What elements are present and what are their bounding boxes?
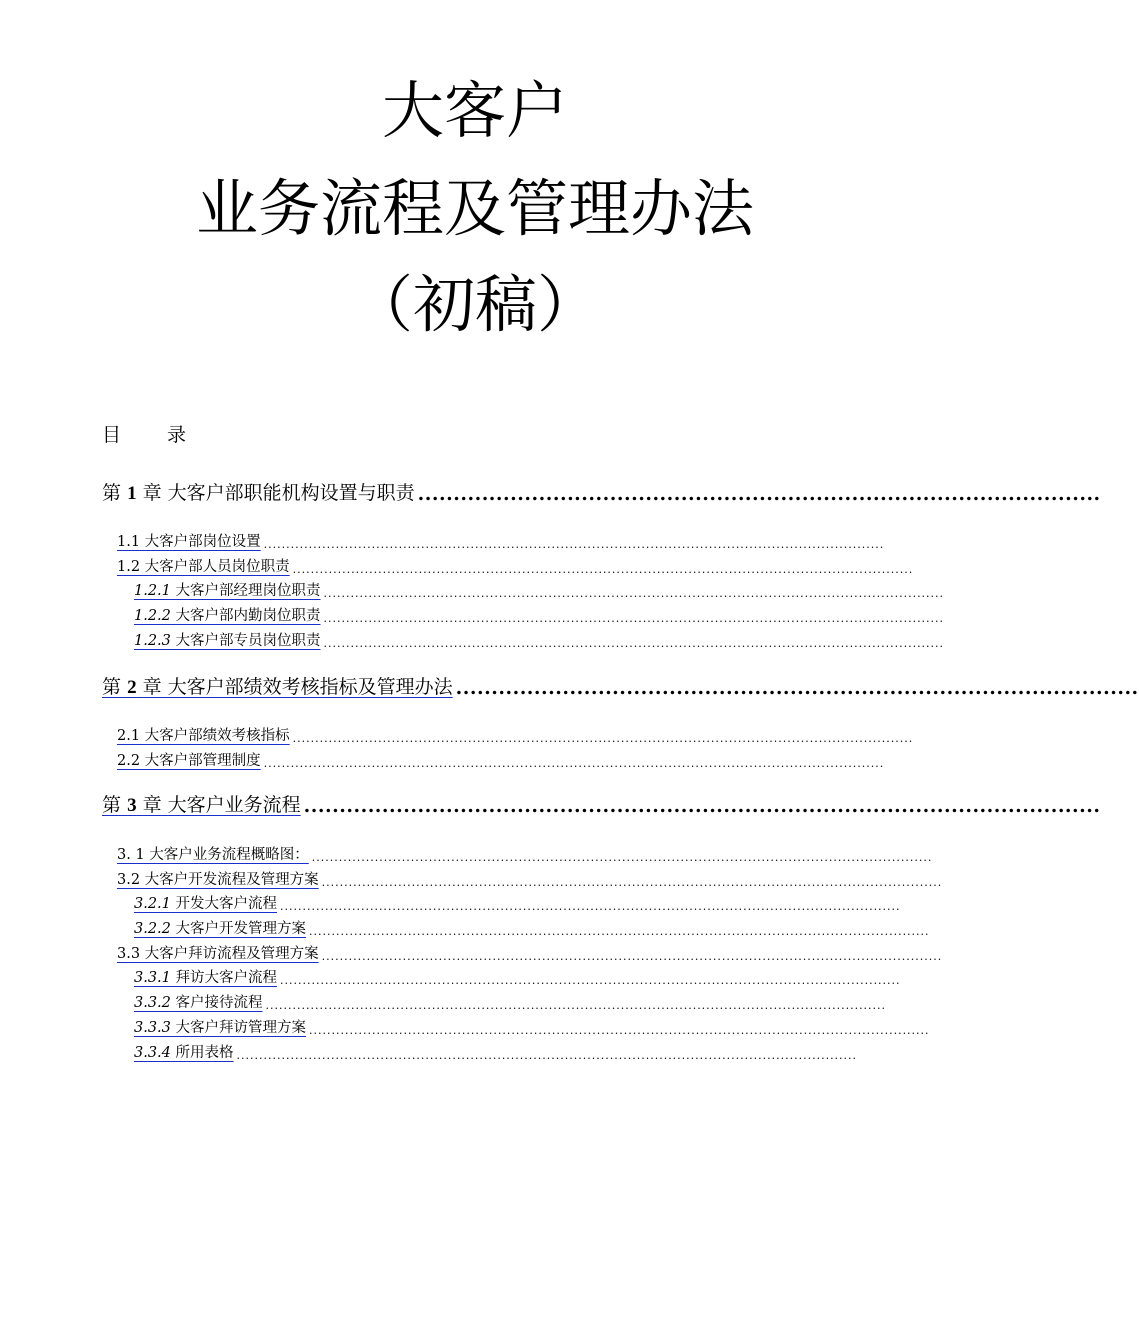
toc-leader: .......................................................................................................................................... bbox=[323, 637, 945, 650]
toc-leader: .......................................................................................................................................... bbox=[309, 925, 930, 938]
toc-leader: .......................................................................................................................................... bbox=[321, 876, 943, 889]
toc-chapter-1-label: 第 1 章 大客户部职能机构设置与职责 bbox=[102, 482, 415, 504]
toc-entry-1-2[interactable]: 1.2 大客户部人员岗位职责 .......................................................................................................................................... bbox=[117, 559, 914, 576]
toc-entry-1-2-1[interactable]: 1.2.1 大客户部经理岗位职责 .......................................................................................................................................... bbox=[134, 583, 945, 600]
document-title-line-2: 业务流程及管理办法 bbox=[195, 172, 754, 245]
toc-leader: .......................................................................................................................................... bbox=[321, 950, 943, 963]
toc-leader: .......................................................................................................................................... bbox=[265, 999, 887, 1012]
toc-entry-1-2-3[interactable]: 1.2.3 大客户部专员岗位职责 .......................................................................................................................................... bbox=[134, 633, 945, 650]
toc-leader: .......................................................................................................................................... bbox=[323, 587, 945, 600]
document-title-line-3: （初稿） bbox=[350, 268, 599, 341]
toc-entry-1-1[interactable]: 1.1 大客户部岗位设置 .......................................................................................................................................... bbox=[117, 534, 885, 551]
toc-heading-char-1: 目 bbox=[102, 424, 122, 446]
toc-leader: .......................................................................................................................................... bbox=[292, 563, 914, 576]
toc-leader: .......................................................................................................................................... bbox=[280, 974, 901, 987]
toc-leader: .......................................................................................................................................... bbox=[263, 757, 885, 770]
toc-entry-3-3-1[interactable]: 3.3.1 拜访大客户流程 .......................................................................................................................................... bbox=[134, 970, 901, 987]
toc-leader: ................................................................................................ bbox=[455, 677, 1139, 699]
toc-leader: .......................................................................................................................................... bbox=[323, 612, 945, 625]
toc-leader: ................................................................................................................ bbox=[303, 795, 1101, 817]
toc-heading-char-2: 录 bbox=[167, 424, 187, 446]
toc-chapter-3[interactable] bbox=[102, 790, 1101, 817]
toc-entry-3-3-2[interactable]: 3.3.2 客户接待流程 .......................................................................................................................................... bbox=[134, 995, 887, 1012]
toc-chapter-1[interactable] bbox=[102, 478, 1101, 505]
toc-entry-3-3-4[interactable]: 3.3.4 所用表格 .......................................................................................................................................... bbox=[134, 1045, 858, 1062]
toc-heading bbox=[102, 420, 186, 447]
toc-entry-3-3[interactable]: 3.3 大客户拜访流程及管理方案 .......................................................................................................................................... bbox=[117, 946, 943, 963]
toc-leader: .......................................................................................................................................... bbox=[311, 851, 933, 864]
toc-leader: .......................................................................................................................................... bbox=[236, 1049, 858, 1062]
toc-entry-3-1[interactable]: 3. 1 大客户业务流程概略图： .......................................................................................................................................... bbox=[117, 847, 933, 864]
document-title-line-1: 大客户 bbox=[381, 74, 568, 147]
toc-entry-3-2-1[interactable]: 3.2.1 开发大客户流程 .......................................................................................................................................... bbox=[134, 896, 901, 913]
toc-chapter-2[interactable] bbox=[102, 672, 1139, 699]
toc-chapter-2-label: 第 2 章 大客户部绩效考核指标及管理办法 bbox=[102, 676, 453, 698]
toc-entry-3-2-2[interactable]: 3.2.2 大客户开发管理方案 .......................................................................................................................................... bbox=[134, 921, 930, 938]
toc-entry-1-2-2[interactable]: 1.2.2 大客户部内勤岗位职责 .......................................................................................................................................... bbox=[134, 608, 945, 625]
toc-chapter-3-label: 第 3 章 大客户业务流程 bbox=[102, 794, 301, 816]
toc-leader: ................................................................................................ bbox=[417, 483, 1101, 505]
toc-entry-2-1[interactable]: 2.1 大客户部绩效考核指标 .......................................................................................................................................... bbox=[117, 728, 914, 745]
toc-entry-2-2[interactable]: 2.2 大客户部管理制度 .......................................................................................................................................... bbox=[117, 753, 885, 770]
toc-entry-3-3-3[interactable]: 3.3.3 大客户拜访管理方案 .......................................................................................................................................... bbox=[134, 1020, 930, 1037]
toc-leader: .......................................................................................................................................... bbox=[263, 538, 885, 551]
toc-leader: .......................................................................................................................................... bbox=[292, 732, 914, 745]
toc-leader: .......................................................................................................................................... bbox=[309, 1024, 930, 1037]
toc-leader: .......................................................................................................................................... bbox=[280, 900, 901, 913]
toc-entry-3-2[interactable]: 3.2 大客户开发流程及管理方案 .......................................................................................................................................... bbox=[117, 872, 943, 889]
